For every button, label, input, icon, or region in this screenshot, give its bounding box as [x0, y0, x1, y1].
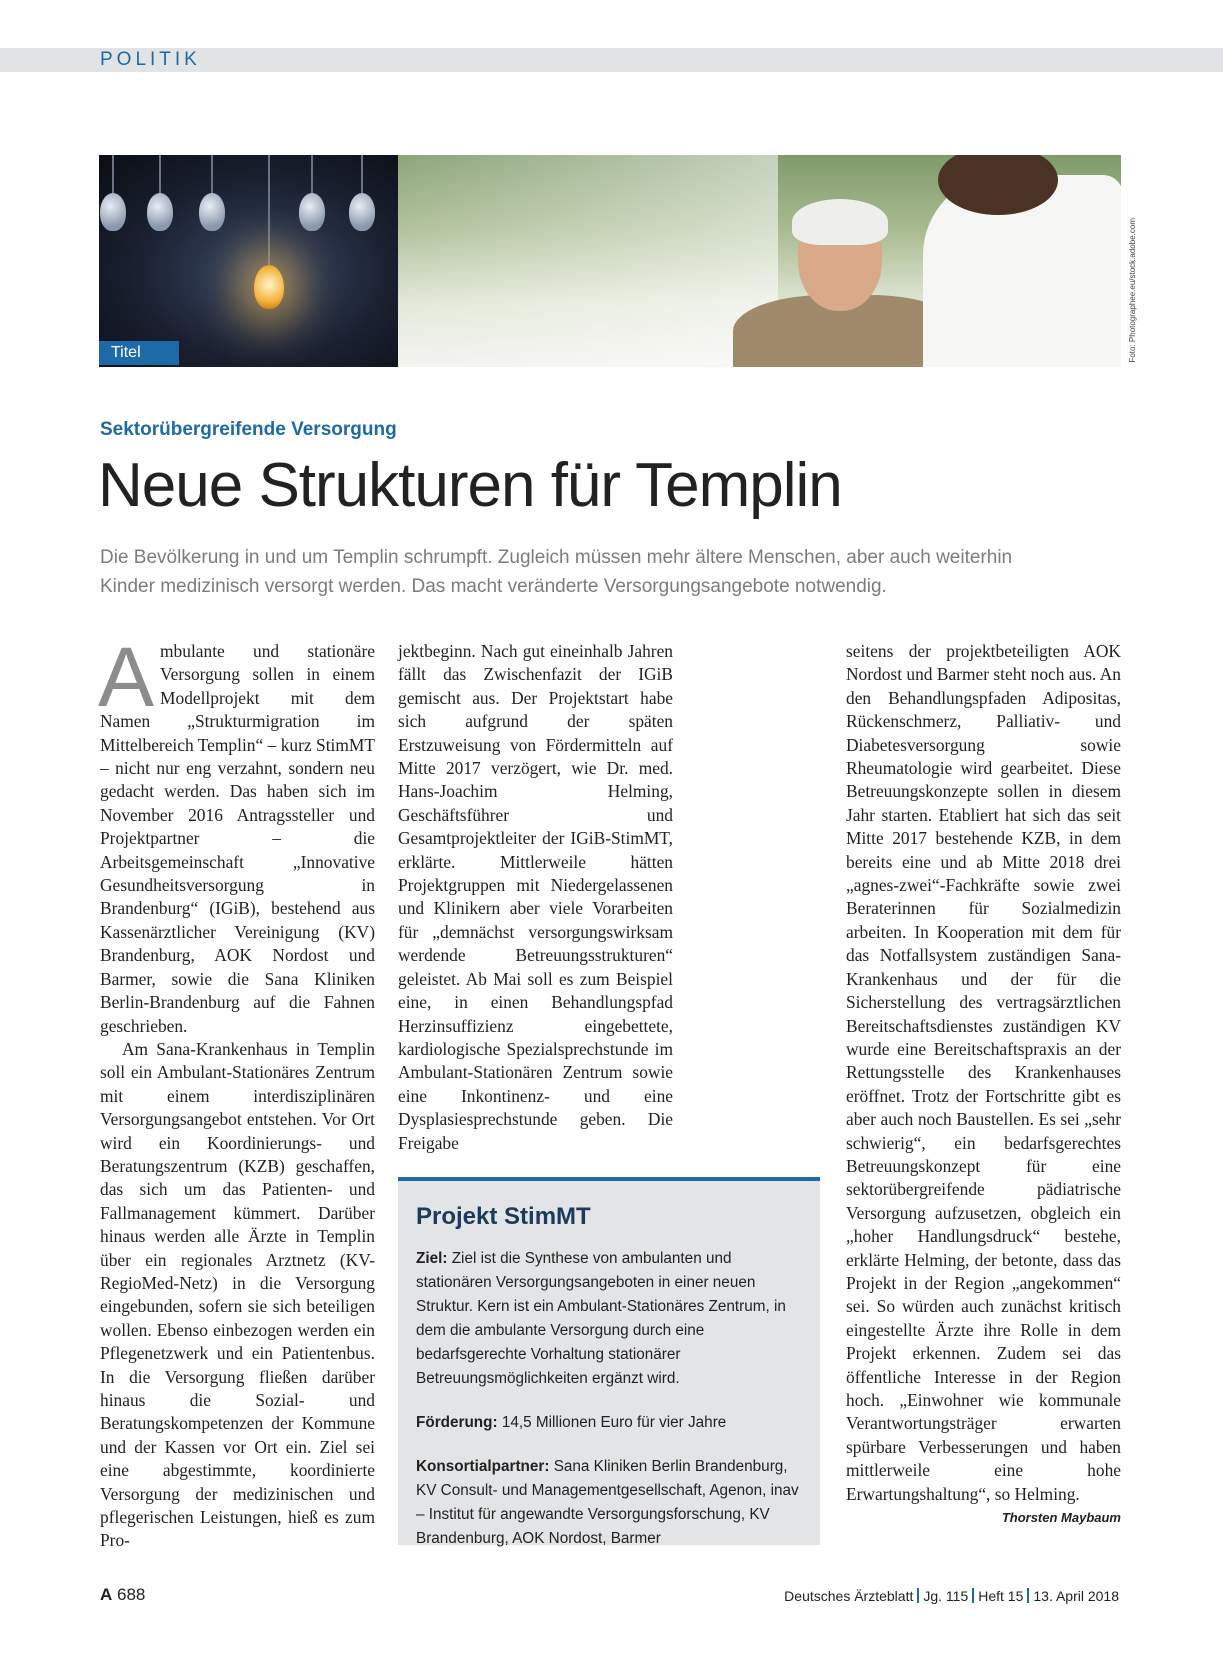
info-foerderung-label: Förderung: [416, 1414, 498, 1431]
info-ziel [416, 1247, 802, 1391]
article-column-2 [398, 640, 673, 1155]
section-label: POLITIK [100, 49, 201, 70]
paragraph [98, 630, 375, 1038]
footer-citation [784, 1588, 1119, 1604]
separator [972, 1588, 974, 1603]
lit-bulb-icon [254, 265, 284, 309]
article-kicker: Sektorübergreifende Versorgung [100, 419, 397, 440]
info-partner-text: Sana Kliniken Berlin Brandenburg, KV Consult- und Managementgesellschaft, Agenon, inav – Institut für angewandte Versorgungsforschung, KV Brandenburg, AOK Nordost, Barmer [416, 1458, 799, 1547]
info-box-title: Projekt StimMT [416, 1203, 591, 1230]
page-number-value: 688 [117, 1585, 146, 1604]
article-lead: Die Bevölkerung in und um Templin schrumpft. Zugleich müssen mehr ältere Menschen, aber auch weiterhin Kinder medizinisch versorgt werden. Das macht veränderte Versorgungsangebote notwendig. [100, 547, 1013, 597]
info-ziel-text: Ziel ist die Synthese von ambulanten und stationären Versorgungsangeboten in einer neuen Struktur. Kern ist ein Ambulant-Stationäres Zentrum, in dem die ambulante Versorgung durch eine bedarfsgerechte Vorhaltung stationärer Betreuungsmöglichkeiten ergänzt wird. [416, 1250, 786, 1387]
separator [917, 1588, 919, 1603]
paragraph-text: mbulante und stationäre Versorgung sollen in einem Modellprojekt mit dem Namen „Strukturmigration im Mittelbereich Templin“ – kurz StimMT – nicht nur eng verzahnt, sondern neu gedacht werden. Das haben sich im November 2016 Antragssteller und Projektpartner – die Arbeitsgemeinschaft „Innovative Gesundheitsversorgung in Brandenburg“ (IGiB), bestehend aus Kassenärztlicher Vereinigung (KV) Brandenburg, AOK Nordost und Barmer, sowie die Sana Kliniken Berlin-Brandenburg auf die Fahnen geschrieben. [100, 641, 375, 1036]
journal-issue: Heft 15 [978, 1588, 1024, 1604]
paragraph [846, 640, 1121, 1526]
care-photo [398, 155, 1121, 367]
photo-credit: Foto: Photographee.eu/stock.adobe.com [1128, 218, 1137, 363]
separator [1027, 1588, 1029, 1603]
lightbulb-photo [99, 155, 398, 367]
info-box [398, 1177, 820, 1545]
info-foerderung [416, 1411, 802, 1435]
page-prefix: A [100, 1585, 113, 1604]
paragraph: jektbeginn. Nach gut eineinhalb Jahren fällt das Zwischenfazit der IGiB gemischt aus. Der Projektstart habe sich aufgrund der späten Erstzuweisung von Fördermitteln auf Mitte 2017 verzögert, wie Dr. med. Hans-Joachim Helming, Geschäftsführer und Gesamtprojektleiter der IGiB-StimMT, erklärte. Mittlerweile hätten Projektgruppen mit Niedergelassenen und Klinikern aber viele Vorarbeiten für „demnächst versorgungswirksam werdende Betreuungsstrukturen“ geleistet. Ab Mai soll es zum Beispiel eine, in einen Behandlungspfad Herzinsuffizienz eingebettete, kardiologische Spezialsprechstunde im Ambulant-Stationären Zentrum sowie eine Inkontinenz- und eine Dysplasiesprechstunde geben. Die Freigabe [398, 641, 673, 1153]
info-ziel-label: Ziel: [416, 1250, 448, 1267]
info-partner [416, 1455, 802, 1551]
dropcap: A [98, 630, 155, 724]
journal-date: 13. April 2018 [1033, 1588, 1119, 1604]
article-column-1 [98, 630, 375, 1553]
titel-tag: Titel [99, 341, 179, 365]
journal-name: Deutsches Ärzteblatt [784, 1588, 914, 1604]
journal-volume: Jg. 115 [923, 1588, 969, 1604]
page-number [100, 1585, 145, 1605]
article-column-3 [846, 640, 1121, 1529]
info-partner-label: Konsortialpartner: [416, 1458, 550, 1475]
hero-image [99, 155, 1121, 367]
paragraph-text: seitens der projektbeteiligten AOK Nordost und Barmer steht noch aus. An den Behandlungspfaden Adipositas, Rückenschmerz, Palliativ- und Diabetesversorgung sowie Rheumatologie wird gearbeitet. Diese Betreuungskonzepte sollen in diesem Jahr starten. Etabliert hat sich das seit Mitte 2017 bestehende KZB, in dem bereits eine und ab Mitte 2018 drei „agnes-zwei“-Fachkräfte sowie zwei Beraterinnen für Sozialmedizin arbeiten. In Kooperation mit dem für das Notfallsystem zuständigen Sana-Krankenhaus und der für die Sicherstellung des vertragsärztlichen Bereitschaftsdienstes zuständigen KV wurde eine Bereitschaftspraxis an der Rettungsstelle des Krankenhauses eröffnet. Trotz der Fortschritte gibt es aber auch noch Baustellen. Es sei „sehr schwierig“, ein bedarfsgerechtes Betreuungskonzept für eine sektorübergreifende pädiatrische Versorgung aufzusetzen, obgleich ein „hoher Handlungsdruck“ bestehe, erklärte Helming, der betonte, dass das Projekt in der Region „angekommen“ sei. So würden auch zunächst kritisch eingestellte Ärzte ihre Rolle in dem Projekt erkennen. Zudem sei das öffentliche Interesse in der Region hoch. „Einwohner wie kommunale Verantwortungsträger erwarten spürbare Verbesserungen und haben mittlerweile eine hohe Erwartungshaltung“, so Helming. [846, 641, 1121, 1504]
info-foerderung-text: 14,5 Millionen Euro für vier Jahre [501, 1414, 727, 1431]
paragraph: Am Sana-Krankenhaus in Templin soll ein Ambulant-Stationäres Zentrum mit einem interdisziplinären Versorgungsangebot entstehen. Vor Ort wird ein Koordinierungs- und Beratungszentrum (KZB) geschaffen, das sich um das Patienten- und Fallmanagement kümmert. Darüber hinaus werden alle Ärzte in Templin über ein regionales Arztnetz (KV-RegioMed-Netz) in die Versorgung eingebunden, sofern sie sich beteiligen wollen. Ebenso einbezogen werden ein Pflegenetzwerk und ein Patientenbus. In die Versorgung fließen darüber hinaus die Sozial- und Beratungskompetenzen der Kommune und der Kassen vor Ort ein. Ziel sei eine abgestimmte, koordinierte Versorgung der medizinischen und pflegerischen Leistungen, hieß es zum Pro- [100, 1038, 375, 1551]
article-headline: Neue Strukturen für Templin [98, 451, 842, 520]
author-signature: Thorsten Maybaum [1001, 1510, 1121, 1526]
